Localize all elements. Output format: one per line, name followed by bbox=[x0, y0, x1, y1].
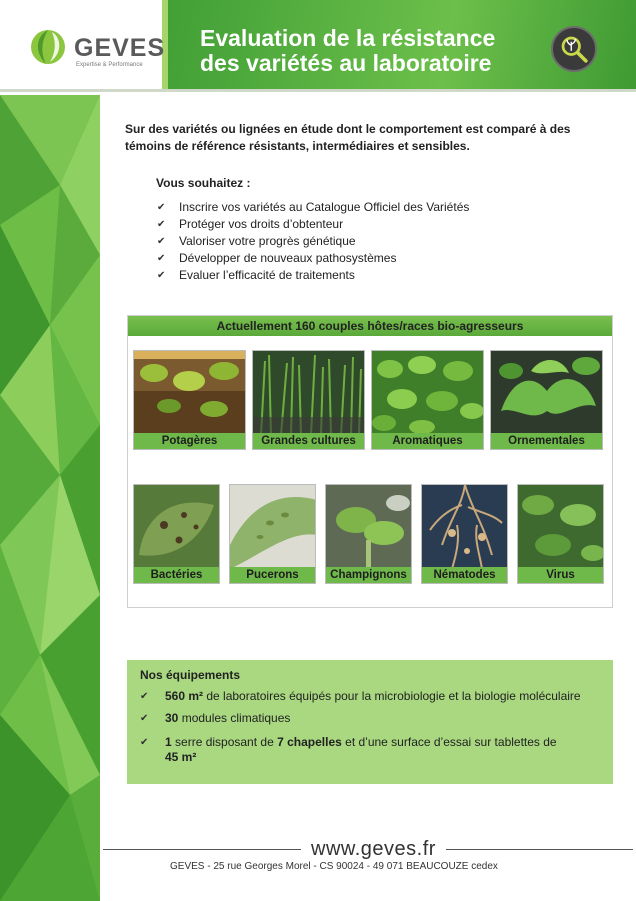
tile-aromatiques bbox=[371, 350, 484, 450]
decorative-green-band bbox=[0, 95, 100, 901]
aphids-leaf-photo bbox=[230, 485, 316, 569]
website-link[interactable]: www.geves.fr bbox=[301, 838, 446, 861]
fungus-seedling-photo bbox=[326, 485, 412, 569]
page-title bbox=[200, 26, 540, 76]
title-line-1: Evaluation de la résistance bbox=[200, 25, 496, 51]
check-icon: ✔ bbox=[157, 270, 166, 281]
tile-caption: Ornementales bbox=[491, 433, 602, 449]
bacteria-leaf-photo bbox=[134, 485, 220, 569]
panel-title: Actuellement 160 couples hôtes/races bio-agresseurs bbox=[128, 316, 612, 336]
footer-address: GEVES - 25 rue Georges Morel - CS 90024 - 49 071 BEAUCOUZE cedex bbox=[170, 861, 498, 872]
check-icon: ✔ bbox=[157, 219, 166, 230]
intro-text: Sur des variétés ou lignées en étude dont le comportement est comparé à des témoins de référence résistants, intermédiaires et sensibles. bbox=[125, 122, 571, 153]
list-item: ✔ 30 modules climatiques bbox=[140, 711, 291, 725]
check-icon: ✔ bbox=[157, 236, 166, 247]
check-icon: ✔ bbox=[157, 253, 166, 264]
logo-tagline: Expertise & Performance bbox=[76, 62, 143, 68]
check-icon: ✔ bbox=[140, 713, 149, 724]
host-pest-panel bbox=[127, 315, 613, 608]
tile-caption: Nématodes bbox=[422, 567, 507, 583]
tile-grandes-cultures bbox=[252, 350, 365, 450]
check-icon: ✔ bbox=[140, 737, 149, 748]
magnifier-plant-icon bbox=[551, 26, 597, 72]
tile-caption: Champignons bbox=[326, 567, 411, 583]
logo bbox=[0, 0, 168, 92]
tile-caption: Aromatiques bbox=[372, 433, 483, 449]
list-item: ✔ Développer de nouveaux pathosystèmes bbox=[157, 251, 397, 265]
tile-caption: Pucerons bbox=[230, 567, 315, 583]
tile-potageres bbox=[133, 350, 246, 450]
cereal-seedlings-photo bbox=[253, 351, 365, 435]
list-item: ✔ 1 serre disposant de 7 chapelles et d’une surface d’essai sur tablettes de 45 m² bbox=[140, 735, 557, 764]
nematode-roots-photo bbox=[422, 485, 508, 569]
logo-text: GEVES bbox=[74, 34, 166, 62]
tile-champignons bbox=[325, 484, 412, 584]
tile-nematodes bbox=[421, 484, 508, 584]
tile-virus bbox=[517, 484, 604, 584]
tile-bacteries bbox=[133, 484, 220, 584]
tile-ornementales bbox=[490, 350, 603, 450]
wishes-title: Vous souhaitez : bbox=[156, 176, 251, 190]
tile-caption: Bactéries bbox=[134, 567, 219, 583]
list-item: ✔ Valoriser votre progrès génétique bbox=[157, 234, 356, 248]
geves-leaf-icon bbox=[28, 26, 68, 66]
list-item: ✔ 560 m² de laboratoires équipés pour la microbiologie et la biologie moléculaire bbox=[140, 689, 581, 703]
tile-caption: Virus bbox=[518, 567, 603, 583]
wishes-list bbox=[157, 199, 469, 284]
equipment-title: Nos équipements bbox=[140, 668, 241, 682]
ornamental-plant-photo bbox=[491, 351, 603, 435]
tile-caption: Grandes cultures bbox=[253, 433, 364, 449]
tile-pucerons bbox=[229, 484, 316, 584]
list-item: ✔ Evaluer l’efficacité de traitements bbox=[157, 268, 355, 282]
list-item: ✔ Protéger vos droits d’obtenteur bbox=[157, 217, 344, 231]
check-icon: ✔ bbox=[140, 691, 149, 702]
basil-plants-photo bbox=[372, 351, 484, 435]
equipment-box bbox=[127, 660, 613, 784]
tile-caption: Potagères bbox=[134, 433, 245, 449]
title-line-2: des variétés au laboratoire bbox=[200, 50, 492, 76]
check-icon: ✔ bbox=[157, 202, 166, 213]
virus-plant-photo bbox=[518, 485, 604, 569]
vegetable-seedlings-photo bbox=[134, 351, 246, 435]
header-banner bbox=[0, 0, 636, 92]
list-item: ✔ Inscrire vos variétés au Catalogue Officiel des Variétés bbox=[157, 200, 470, 214]
